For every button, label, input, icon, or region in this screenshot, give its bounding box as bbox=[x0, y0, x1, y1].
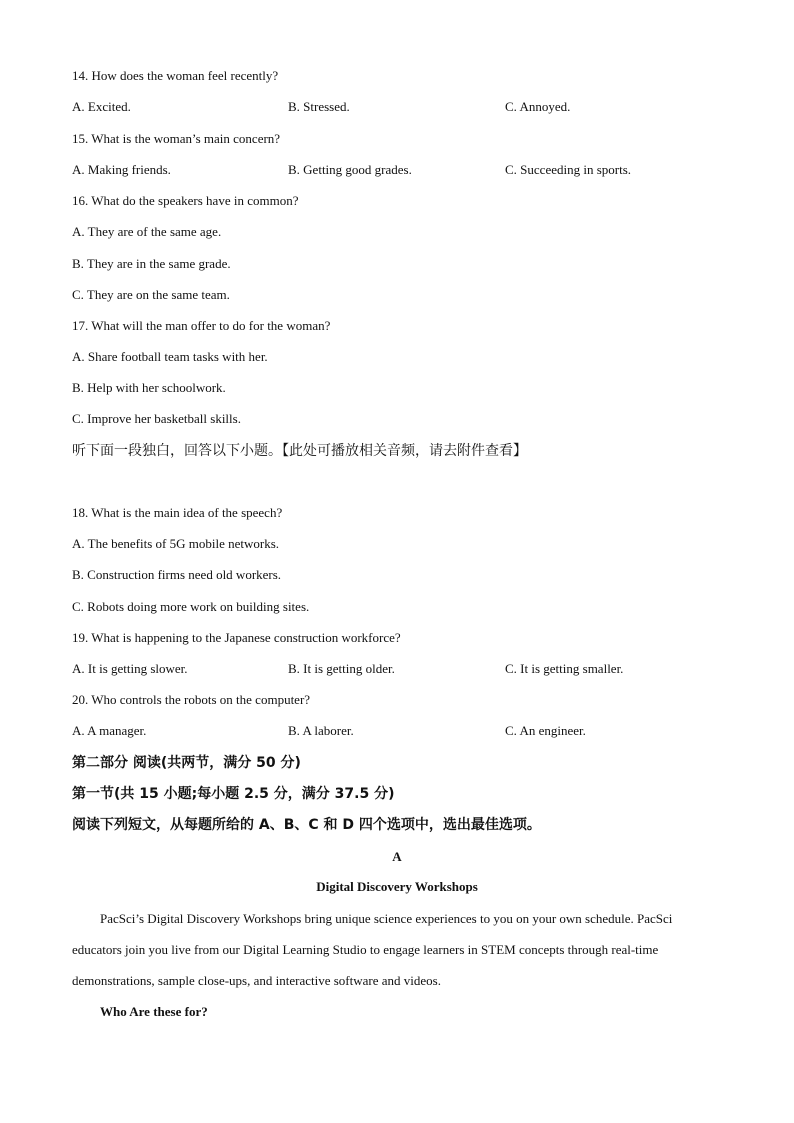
q20-option-b: B. A laborer. bbox=[288, 723, 354, 738]
q15-option-a: A. Making friends. bbox=[72, 162, 171, 177]
q17-option-a: A. Share football team tasks with her. bbox=[72, 349, 268, 364]
q18-option-b: B. Construction firms need old workers. bbox=[72, 567, 282, 582]
passage-paragraph-line-1: PacSci’s Digital Discovery Workshops bring unique science experiences to you on your own schedule. PacSci bbox=[100, 911, 673, 926]
passage-letter: A bbox=[392, 849, 402, 864]
q15-option-c: C. Succeeding in sports. bbox=[505, 162, 632, 177]
question-19-stem: 19. What is happening to the Japanese construction workforce? bbox=[72, 630, 401, 645]
q19-option-a: A. It is getting slower. bbox=[72, 661, 188, 676]
q20-option-c: C. An engineer. bbox=[505, 723, 586, 738]
passage-paragraph-line-2: educators join you live from our Digital Learning Studio to engage learners in STEM concepts through real-time bbox=[72, 942, 659, 957]
monologue-instruction: 听下面一段独白，回答以下小题。【此处可播放相关音频，请去附件查看】 bbox=[72, 443, 527, 459]
q15-option-b: B. Getting good grades. bbox=[288, 162, 412, 177]
passage-title: Digital Discovery Workshops bbox=[316, 879, 478, 894]
reading-instruction: 阅读下列短文，从每题所给的 A、B、C 和 D 四个选项中，选出最佳选项。 bbox=[72, 817, 541, 833]
q20-option-a: A. A manager. bbox=[72, 723, 147, 738]
question-20-stem: 20. Who controls the robots on the computer? bbox=[72, 692, 311, 707]
q18-option-a: A. The benefits of 5G mobile networks. bbox=[72, 536, 279, 551]
question-15-stem: 15. What is the woman’s main concern? bbox=[72, 131, 281, 146]
q16-option-b: B. They are in the same grade. bbox=[72, 256, 231, 271]
question-17-stem: 17. What will the man offer to do for the woman? bbox=[72, 318, 331, 333]
q16-option-c: C. They are on the same team. bbox=[72, 287, 230, 302]
question-16-stem: 16. What do the speakers have in common? bbox=[72, 193, 299, 208]
part2-heading: 第二部分 阅读(共两节，满分 50 分) bbox=[72, 755, 301, 771]
section1-heading: 第一节(共 15 小题;每小题 2.5 分，满分 37.5 分) bbox=[72, 786, 395, 802]
q16-option-a: A. They are of the same age. bbox=[72, 224, 222, 239]
passage-subheading: Who Are these for? bbox=[100, 1004, 208, 1019]
q14-option-a: A. Excited. bbox=[72, 99, 131, 114]
q19-option-b: B. It is getting older. bbox=[288, 661, 395, 676]
q14-option-c: C. Annoyed. bbox=[505, 99, 571, 114]
q17-option-c: C. Improve her basketball skills. bbox=[72, 411, 241, 426]
passage-paragraph-line-3: demonstrations, sample close-ups, and interactive software and videos. bbox=[72, 973, 441, 988]
q19-option-c: C. It is getting smaller. bbox=[505, 661, 624, 676]
question-14-stem: 14. How does the woman feel recently? bbox=[72, 68, 279, 83]
question-18-stem: 18. What is the main idea of the speech? bbox=[72, 505, 283, 520]
q18-option-c: C. Robots doing more work on building sites. bbox=[72, 599, 310, 614]
q17-option-b: B. Help with her schoolwork. bbox=[72, 380, 226, 395]
q14-option-b: B. Stressed. bbox=[288, 99, 350, 114]
